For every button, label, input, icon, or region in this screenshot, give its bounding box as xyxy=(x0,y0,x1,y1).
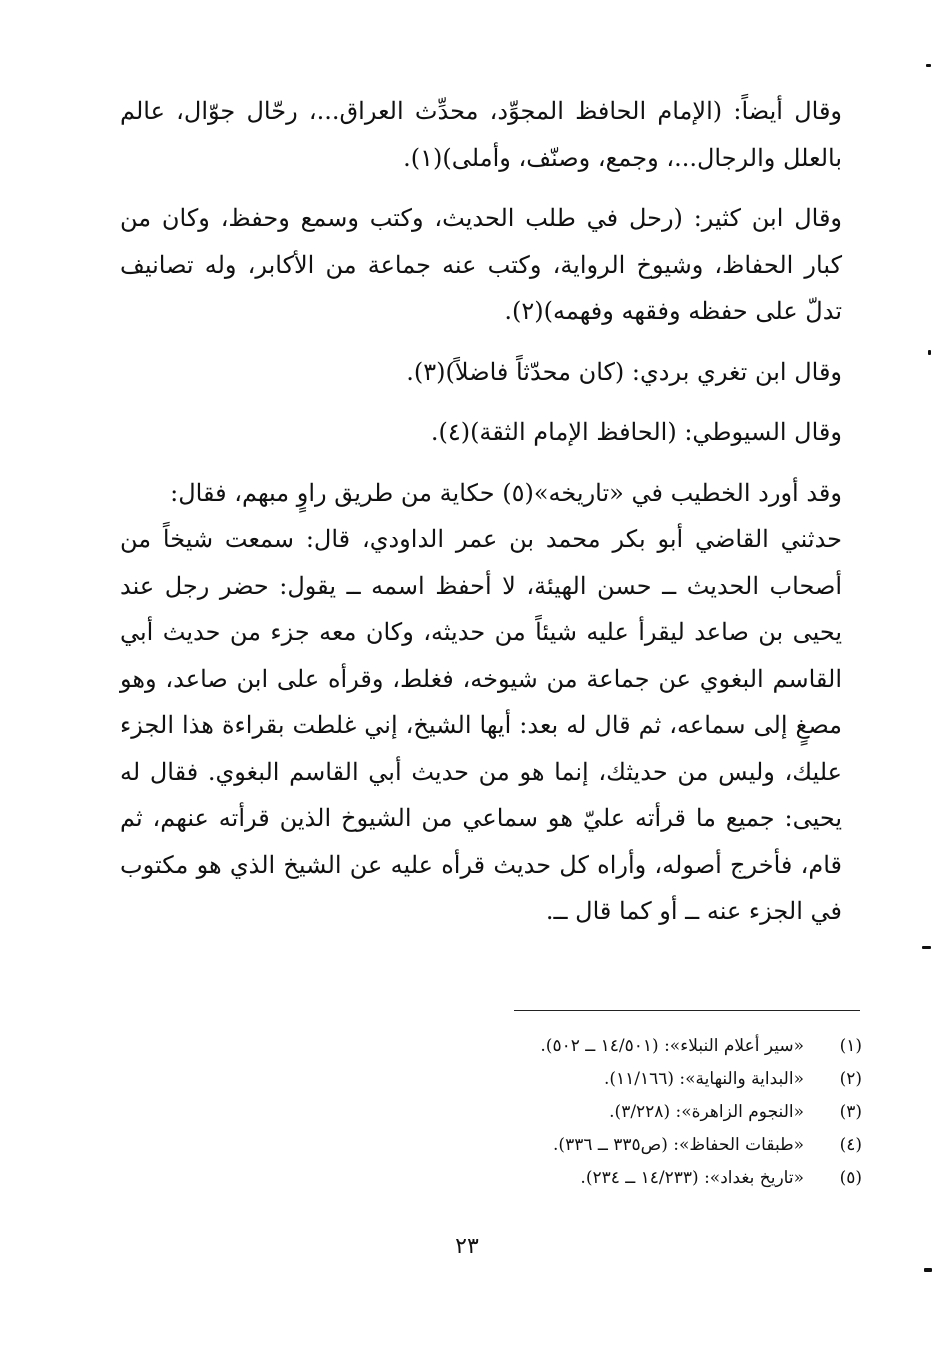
footnote-text: «النجوم الزاهرة»: (٣/٢٢٨). xyxy=(609,1102,804,1122)
footnote-separator xyxy=(514,1010,860,1011)
footnote-5 xyxy=(300,1162,862,1195)
scan-mark xyxy=(928,350,931,355)
main-text xyxy=(120,88,842,935)
paragraph-3: وقال ابن تغري بردي: (كان محدّثاً فاضلاً)(٣). xyxy=(406,357,842,386)
footnote-number: (١) xyxy=(839,1036,862,1056)
footnote-4 xyxy=(300,1129,862,1162)
footnote-text: «سير أعلام النبلاء»: (١٤/٥٠١ ــ ٥٠٢). xyxy=(540,1036,804,1056)
paragraph-6: حدثني القاضي أبو بكر محمد بن عمر الداودي، قال: سمعت شيخاً من أصحاب الحديث ــ حسن الهيئة، لا أحفظ اسمه ــ يقول: حضر رجل عند يحيى بن صاعد ليقرأ عليه شيئاً من حديثه، وكان معه جزء من حديث أبي القاسم البغوي عن جماعة من شيوخه، فغلط، وقرأه على ابن صاعد، وهو مصغٍ إلى سماعه، ثم قال له بعد: أيها الشيخ، إني غلطت بقراءة هذا الجزء عليك، وليس من حديثك، إنما هو من حديث أبي القاسم البغوي. فقال له يحيى: جميع ما قرأته عليّ هو سماعي من الشيوخ الذين قرأته عنهم، ثم قام، فأخرج أصوله، وأراه كل حديث قرأه عليه عن الشيخ الذي هو مكتوب في الجزء عنه ــ أو كما قال ــ. xyxy=(120,525,842,925)
footnote-number: (٣) xyxy=(839,1102,862,1122)
paragraph-2: وقال ابن كثير: (رحل في طلب الحديث، وكتب وسمع وحفظ، وكان من كبار الحفاظ، وشيوخ الرواية، وكتب عنه جماعة من الأكابر، وله تصانيف تدلّ على حفظه وفقهه وفهمه)(٢). xyxy=(120,204,842,325)
footnote-2 xyxy=(300,1063,862,1096)
paragraph-5: وقد أورد الخطيب في «تاريخه»(٥) حكاية من طريق راوٍ مبهم، فقال: xyxy=(170,478,842,507)
footnote-1 xyxy=(300,1030,862,1063)
footnotes xyxy=(300,1030,862,1195)
scan-mark xyxy=(924,1268,932,1272)
paragraph-4: وقال السيوطي: (الحافظ الإمام الثقة)(٤). xyxy=(430,418,842,446)
scan-mark xyxy=(922,946,931,949)
footnote-number: (٥) xyxy=(839,1168,862,1188)
footnote-number: (٤) xyxy=(839,1135,862,1155)
footnote-3 xyxy=(300,1096,862,1129)
page-number: ٢٣ xyxy=(455,1234,479,1259)
footnote-number: (٢) xyxy=(839,1069,862,1089)
scan-mark xyxy=(926,64,931,67)
paragraph-1: وقال أيضاً: (الإمام الحافظ المجوِّد، محدِّث العراق...، رحّال جوّال، عالم بالعلل والرجال...، وجمع، وصنّف، وأملى)(١). xyxy=(120,97,842,172)
footnote-text: «البداية والنهاية»: (١١/١٦٦). xyxy=(603,1069,804,1089)
footnote-text: «طبقات الحفاظ»: (ص٣٣٥ ــ ٣٣٦). xyxy=(553,1135,804,1155)
footnote-text: «تاريخ بغداد»: (١٤/٢٣٣ ــ ٢٣٤). xyxy=(580,1168,804,1188)
